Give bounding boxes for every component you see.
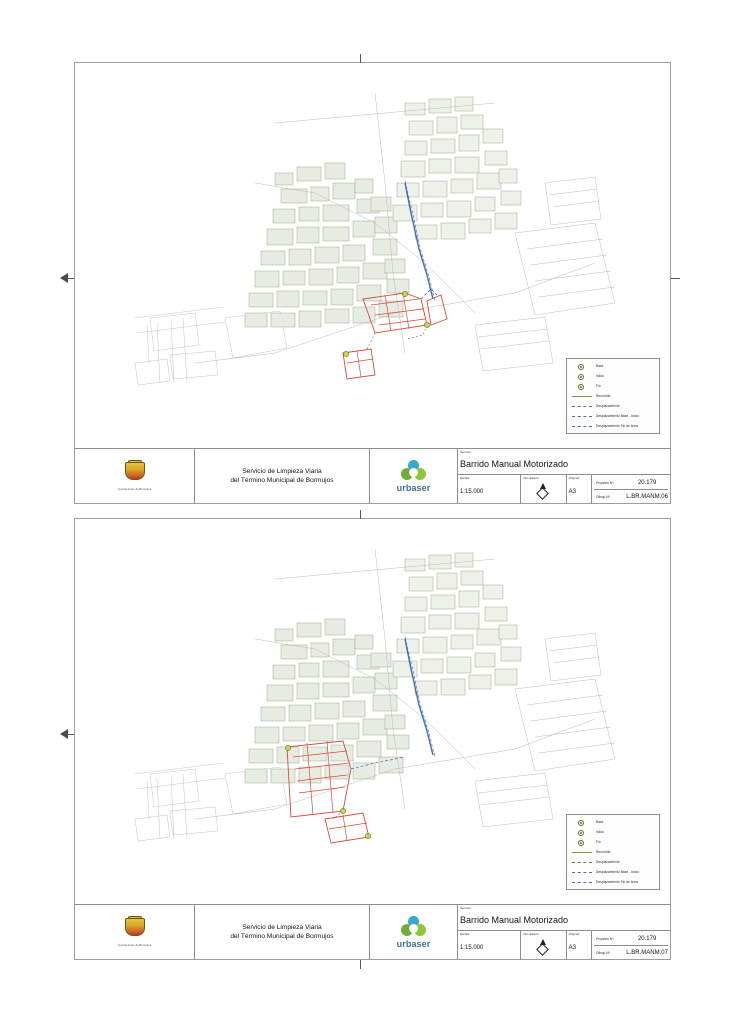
- line-dash-dot-icon: [571, 422, 593, 431]
- service-line-1: Servicio de Limpieza Viaria: [242, 468, 322, 475]
- legend-item: [571, 372, 655, 381]
- legend-item: [571, 828, 655, 837]
- line-dash-dot-icon: [571, 412, 593, 421]
- line-solid-icon: [571, 392, 593, 401]
- registration-tick-top: [360, 54, 361, 63]
- field-dibujo-key: Dibujo Nº:: [596, 950, 611, 955]
- circle-marker-icon: [571, 372, 593, 381]
- company-logo: [370, 449, 458, 503]
- legend-item: [571, 878, 655, 887]
- field-original: [567, 475, 593, 504]
- line-solid-icon: [571, 848, 593, 857]
- service-line-2: del Término Municipal de Bormujos: [230, 933, 334, 940]
- service-title: [195, 449, 370, 503]
- field-escala-value: 1:15.000: [460, 489, 484, 495]
- coat-of-arms-icon: [125, 462, 145, 486]
- field-project-numbers: [592, 931, 670, 960]
- brand-name: urbaser: [396, 938, 431, 949]
- title-block-top: [75, 448, 670, 503]
- field-servicio: [458, 905, 670, 930]
- line-dashed-icon: [571, 402, 593, 411]
- circle-marker-icon: [571, 362, 593, 371]
- field-orientacion: [521, 475, 566, 504]
- field-escala-key: Escala:: [460, 476, 470, 480]
- field-escala: [458, 475, 521, 504]
- legend-label: Desplazamiento Base - Inicio: [596, 870, 640, 874]
- field-servicio-key: Servicio:: [460, 450, 472, 454]
- field-servicio: [458, 449, 670, 474]
- municipality-logo: [75, 905, 195, 959]
- field-servicio-key: Servicio:: [460, 906, 472, 910]
- field-original-key: Original:: [568, 476, 580, 480]
- legend-label: Inicio: [596, 374, 604, 378]
- map-parcels-southeast: [475, 177, 615, 371]
- service-line-1: Servicio de Limpieza Viaria: [242, 924, 322, 931]
- field-original-key: Original:: [568, 932, 580, 936]
- title-block-info: [458, 905, 670, 959]
- circle-marker-icon: [571, 838, 593, 847]
- registration-tick-top: [360, 510, 361, 519]
- urbaser-mark-icon: [401, 460, 427, 482]
- field-servicio-value: Barrido Manual Motorizado: [460, 915, 569, 925]
- map-parcels-southeast: [475, 633, 615, 827]
- direction-arrow-left: [60, 729, 68, 739]
- map-legend-bottom: [566, 814, 660, 890]
- route-blue-dashed: [405, 181, 435, 301]
- legend-item: [571, 868, 655, 877]
- service-title: [195, 905, 370, 959]
- legend-label: Desplazamiento Fin de linea: [596, 424, 638, 428]
- field-dibujo-value: L.BR.MANM.06: [626, 493, 668, 500]
- field-proyecto-key: Proyecto Nº:: [596, 936, 615, 941]
- field-orientacion-key: Orientación:: [523, 932, 540, 936]
- field-original: [567, 931, 593, 960]
- brand-name: urbaser: [396, 482, 431, 493]
- field-escala-value: 1:15.000: [460, 945, 484, 951]
- line-dash-dot-icon: [571, 868, 593, 877]
- municipality-caption: Ayuntamiento de Bormujos: [117, 487, 152, 491]
- field-proyecto-key: Proyecto Nº:: [596, 480, 615, 485]
- legend-item: [571, 422, 655, 431]
- coat-of-arms-icon: [125, 918, 145, 942]
- legend-label: Fin: [596, 840, 601, 844]
- line-dashed-icon: [571, 858, 593, 867]
- legend-label: Base: [596, 364, 604, 368]
- title-block-bottom: [75, 904, 670, 959]
- field-dibujo-key: Dibujo Nº:: [596, 494, 611, 499]
- title-block-info: [458, 449, 670, 503]
- legend-item: [571, 858, 655, 867]
- map-blocks-urban: [245, 619, 409, 783]
- legend-item: [571, 818, 655, 827]
- north-arrow-icon: [536, 939, 550, 955]
- legend-label: Inicio: [596, 830, 604, 834]
- legend-label: Base: [596, 820, 604, 824]
- registration-tick-bottom: [360, 960, 361, 969]
- legend-item: [571, 382, 655, 391]
- field-proyecto-value: 20.179: [637, 935, 657, 942]
- legend-label: Recorrido: [596, 394, 611, 398]
- service-line-2: del Término Municipal de Bormujos: [230, 477, 334, 484]
- field-escala: [458, 931, 521, 960]
- field-original-value: A3: [568, 945, 576, 951]
- legend-label: Desplazamiento Fin de linea: [596, 880, 638, 884]
- company-logo: [370, 905, 458, 959]
- north-arrow-icon: [536, 483, 550, 499]
- registration-tick-right: [671, 278, 680, 279]
- circle-marker-icon: [571, 382, 593, 391]
- legend-item: [571, 392, 655, 401]
- legend-label: Desplazamiento Base - Inicio: [596, 414, 640, 418]
- line-dash-dot-icon: [571, 878, 593, 887]
- field-project-numbers: [592, 475, 670, 504]
- legend-label: Fin: [596, 384, 601, 388]
- map-blocks-urban: [245, 163, 409, 327]
- legend-item: [571, 362, 655, 371]
- legend-item: [571, 412, 655, 421]
- legend-label: Desplazamiento: [596, 860, 620, 864]
- legend-item: [571, 838, 655, 847]
- field-orientacion: [521, 931, 566, 960]
- urbaser-mark-icon: [401, 916, 427, 938]
- field-orientacion-key: Orientación:: [523, 476, 540, 480]
- direction-arrow-left: [60, 273, 68, 283]
- field-servicio-value: Barrido Manual Motorizado: [460, 459, 569, 469]
- legend-item: [571, 402, 655, 411]
- legend-label: Desplazamiento: [596, 404, 620, 408]
- map-legend-top: [566, 358, 660, 434]
- route-blue-dashed: [405, 637, 435, 757]
- legend-label: Recorrido: [596, 850, 611, 854]
- field-proyecto-value: 20.179: [637, 479, 657, 486]
- drawing-sheet-top: [74, 62, 671, 504]
- municipality-logo: [75, 449, 195, 503]
- legend-item: [571, 848, 655, 857]
- municipality-caption: Ayuntamiento de Bormujos: [117, 943, 152, 947]
- circle-marker-icon: [571, 828, 593, 837]
- drawing-sheet-bottom: [74, 518, 671, 960]
- field-escala-key: Escala:: [460, 932, 470, 936]
- field-dibujo-value: L.BR.MANM.07: [626, 949, 668, 956]
- field-original-value: A3: [568, 489, 576, 495]
- circle-marker-icon: [571, 818, 593, 827]
